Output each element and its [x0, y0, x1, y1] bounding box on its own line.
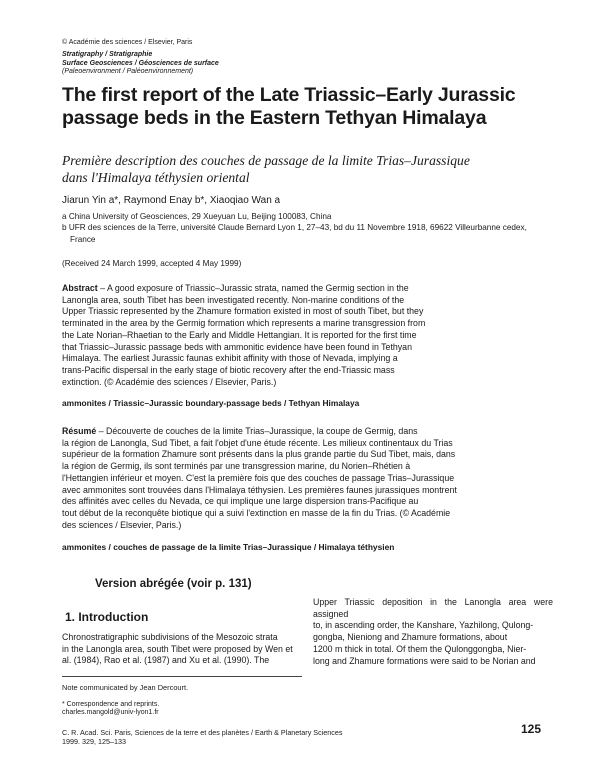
title-fr-line-1: Première description des couches de passage de la limite Trias–Jurassique: [62, 153, 470, 168]
subsection-label: Surface Geosciences / Géosciences de surface: [62, 60, 219, 67]
footer-journal: [62, 728, 342, 746]
affiliations: [62, 211, 562, 245]
section-label: Stratigraphy / Stratigraphie: [62, 51, 153, 58]
abstract-label: Abstract: [62, 283, 98, 293]
intro-heading: 1. Introduction: [65, 610, 149, 624]
abstract-line: Lanongla area, south Tibet has been investigated recently. Non-marine conditions of the: [62, 294, 405, 305]
resume-line: la région de Germig, ils sont terminés par une transgression marine, du Norien–Rhétien à: [62, 461, 411, 472]
resume-line: avec ammonites sont trouvées dans l'Himalaya téthysien. Les premières faunes jurassiques montrent: [62, 484, 457, 495]
resume-line: des affinités avec celles du Nevada, ce qui implique une large dispersion trans-Pacifique au: [62, 496, 419, 507]
page-number: 125: [521, 722, 542, 736]
footer-journal-line: 1999. 329, 125–133: [62, 737, 126, 746]
keywords-fr: ammonites / couches de passage de la limite Trias–Jurassique / Himalaya téthysien: [62, 542, 395, 552]
resume: [62, 426, 546, 531]
received-date: (Received 24 March 1999, accepted 4 May 1999): [62, 259, 242, 268]
abstract-line: terminated in the area by the Germig formation which represents a marine transgression from: [62, 318, 426, 329]
title-line-2: passage beds in the Eastern Tethyan Himalaya: [62, 107, 487, 129]
right-column: [313, 597, 553, 667]
left-column: [62, 632, 300, 667]
affiliation-b-country: France: [70, 234, 96, 244]
abstract-line: extinction. (© Académie des sciences / Elsevier, Paris.): [62, 376, 277, 387]
right-col-line: to, in ascending order, the Kanshare, Yazhilong, Qulong-: [313, 620, 534, 631]
authors: Jiarun Yin a*, Raymond Enay b*, Xiaoqiao Wan a: [62, 195, 281, 206]
affiliation-b: b UFR des sciences de la Terre, université Claude Bernard Lyon 1, 27–43, bd du 11 Novembre 1918, 69622 Villeurbanne cedex,: [62, 223, 527, 233]
abstract-line: Upper Triassic represented by the Zhamure formation existed in most of south Tibet, but they: [62, 306, 424, 317]
right-col-line: gongba, Nieniong and Zhamure formations, about: [313, 632, 508, 643]
abstract-line: the Late Norian–Rhaetian to the Early and Middle Hettangian. It is reported for the first time: [62, 329, 417, 340]
abstract-line: Himalaya. The earliest Jurassic faunas exhibit affinity with those of Nevada, implying a: [62, 353, 398, 364]
left-col-line: in the Lanongla area, south Tibet were proposed by Wen et: [62, 643, 293, 654]
left-col-line: al. (1984), Rao et al. (1987) and Xu et al. (1990). The: [62, 655, 270, 666]
resume-line: la région de Lanongla, Sud Tibet, a fait l'objet d'une étude récente. Les milieux continentaux du Trias: [62, 437, 453, 448]
footnote-correspondence: * Correspondence and reprints.: [62, 701, 160, 708]
resume-line: des sciences / Elsevier, Paris.): [62, 519, 182, 530]
footer-journal-line: C. R. Acad. Sci. Paris, Sciences de la terre et des planètes / Earth & Planetary Sciences: [62, 728, 343, 737]
abstract: [62, 283, 546, 388]
title-fr-line-2: dans l'Himalaya téthysien oriental: [62, 169, 250, 185]
right-col-line: Upper Triassic deposition in the Lanongla area were assigned: [313, 597, 553, 619]
abstract-line: trans-Pacific dispersal in the early stage of biotic recovery after the end-Triassic mass: [62, 364, 395, 375]
resume-line: – Découverte de couches de la limite Trias–Jurassique, la coupe de Germig, dans: [98, 426, 418, 436]
right-col-line: 1200 m thick in total. Of them the Qulonggongba, Nier-: [313, 643, 527, 654]
subsection-fr-label: (Paleoenvironment / Paléoenvironnement): [62, 68, 194, 75]
left-col-line: Chronostratigraphic subdivisions of the Mesozoic strata: [62, 632, 278, 642]
keywords-en: ammonites / Triassic–Jurassic boundary-passage beds / Tethyan Himalaya: [62, 398, 360, 408]
version-abregee-link[interactable]: Version abrégée (voir p. 131): [95, 578, 252, 590]
copyright-line: © Académie des sciences / Elsevier, Paris: [62, 39, 193, 46]
article-title-fr: [62, 153, 542, 186]
article-title: [62, 84, 562, 130]
resume-line: supérieur de la formation Zhamure sont présents dans la plus grande partie du Sud Tibet, mais, dans: [62, 449, 456, 460]
resume-line: l'Hettangien inférieur et moyen. C'est la première fois que des couches de passage Trias–Jurassique: [62, 472, 455, 483]
title-line-1: The first report of the Late Triassic–Early Jurassic: [62, 84, 516, 106]
resume-line: tout début de la reconquête biotique qui a suivi l'extinction en masse de la fin du Trias. (© Académie: [62, 507, 451, 518]
footnote-communicated: Note communicated by Jean Dercourt.: [62, 683, 189, 692]
right-col-line: long and Zhamure formations were said to be Norian and: [313, 655, 536, 666]
footnote-email: charles.mangold@univ-lyon1.fr: [62, 709, 159, 716]
affiliation-a: a China University of Geosciences, 29 Xueyuan Lu, Beijing 100083, China: [62, 212, 332, 221]
abstract-line: – A good exposure of Triassic–Jurassic strata, named the Germig section in the: [100, 283, 409, 293]
footnote-rule: [62, 676, 302, 677]
abstract-line: that Triassic–Jurassic passage beds with ammonitic evidence have been found in Tethyan: [62, 341, 412, 352]
resume-label: Résumé: [62, 426, 97, 436]
